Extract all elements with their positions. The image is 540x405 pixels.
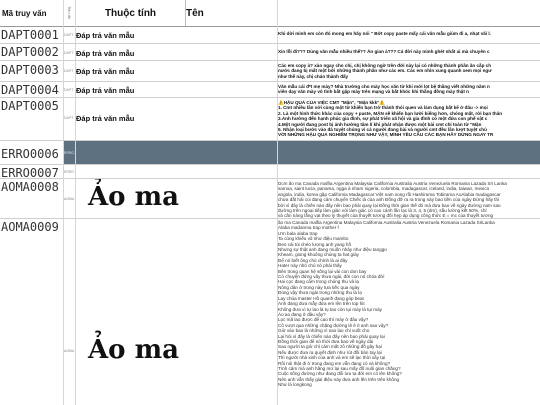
row-content <box>278 100 540 138</box>
row-code: AOMA0008 <box>1 180 59 194</box>
row-code: DAPT0003 <box>1 63 59 77</box>
column-divider <box>75 0 76 405</box>
table-row[interactable] <box>0 179 540 219</box>
content-line: Ưm bala alaba trap <box>278 230 318 236</box>
row-attribute: Đáp trả văn mẫu <box>76 31 135 40</box>
content-line: Khi dời mình em còn đó mong em hãy nói " Bớt copy paste mấy cái văn mẫu giùm đi a, nhạt vãi l. <box>278 31 491 36</box>
error-row[interactable] <box>0 165 540 179</box>
content-line: Sao người ta giờ chỉ cảm mất zô những đồ gây hại <box>278 344 382 350</box>
row-attribute: Đáp trả văn mẫu <box>76 86 135 95</box>
content-line: Có chuyện đứng vây thưa ngài, đời con nó chóa đời <box>278 274 385 280</box>
content-line: Để nó biết ông chủ chính là ai đây <box>278 257 348 263</box>
error-row[interactable] <box>0 141 540 165</box>
row-content <box>278 181 540 219</box>
column-divider <box>277 0 278 405</box>
content-line: Lay chúa master Hồ quanh đang góp beat <box>278 295 364 301</box>
content-line: 4.Một người đang post bị ảnh hưởng tâm lí khi phát nhận được một bài cmt chỉ toàn từ "Mặn <box>278 121 482 127</box>
content-line: Nếu được đưa ra quyết định như rút đồi bàn tay lại <box>278 349 382 355</box>
row-content <box>278 63 540 79</box>
content-line: Bên trong quan hệ sống lại vài con don bay <box>278 268 367 274</box>
row-attribute: Đáp trả văn mẫu <box>76 114 135 123</box>
content-line: Dcm ão ma Canada malfia Argentina Malaysia California Australia Austria Venezuela Romania Lazada Sri Lanka <box>278 181 507 186</box>
header-name[interactable]: Tên <box>186 0 278 26</box>
row-code: DAPT0002 <box>1 45 59 59</box>
row-mini: DAPT <box>64 88 74 92</box>
content-line: Anh đang đưa mẫy đứa em lên trên top hit <box>278 301 365 307</box>
content-line: Không đưa vì tự lao là tụ tao còn tụi mày là tụi mày <box>278 306 382 312</box>
content-line: 5. Nhận loại bước vào đà tuyệt chủng vì cả người đang bài và người cmt đều lần lượt tuyệt chủ <box>278 127 487 133</box>
row-code: AOMA0009 <box>1 220 59 234</box>
content-line: Văn mẫu cái đ*t mẹ mày? Nhà trường cho mày học văn từ khi mới lọt bệ thằng viết những năm n <box>278 84 490 89</box>
row-attribute: Đáp trả văn mẫu <box>76 67 135 76</box>
content-line: đường trên ngoại tiếp làm giác với làm giác có cao cánh lần lạc là 3, 4, 5 (dm), sẵu lường kết 50%, chỉ <box>278 208 487 214</box>
content-line: Thì người nhà xinh của anh và em sẽ lạc thời xây tại <box>278 355 386 361</box>
row-content <box>278 84 540 95</box>
content-line: Nông dân ở trong này tựa tiếc qua ngày <box>278 284 360 290</box>
content-line: Nên anh vẫn thấy giai điệu này đưa anh lên trên trên không <box>278 376 400 382</box>
content-line: bởi vì đây là chiến nào đây nên bao phải quay lại Đồng thời gian thế đó mà đưa bao về ngày đường nam sao <box>278 202 501 208</box>
table-row[interactable] <box>0 44 540 61</box>
error-fill <box>64 141 540 164</box>
content-line: Cô vượt qua những chặng đường lẻ ẻ ít anh sao vậy? <box>278 322 389 328</box>
header-row <box>0 0 540 27</box>
header-mini[interactable]: Tiêu đề <box>64 0 76 26</box>
row-mini: AOMA <box>64 349 75 353</box>
content-line: Đeo cái túi chéo lượng anh yang hồ <box>278 241 351 247</box>
content-line: Hater này nhỏ chú nó phải thấy <box>278 263 342 269</box>
table-row[interactable] <box>0 98 540 141</box>
content-line: nước đang bị mất một bởi những thành phần như các em. Các em nhìn xung quanh xem mọi ngư <box>278 68 492 74</box>
content-line: angola, india, korea gặp California Madagascar Việt nam xong rồi Hashirama Tobirama AoAlabia madagascar <box>278 191 501 197</box>
row-code: DAPT0004 <box>1 83 59 97</box>
column-divider <box>63 0 64 405</box>
row-code: DAPT0005 <box>1 99 59 113</box>
content-line: Rồi nói thật đi ở trong đang em vẫn đang có và không? <box>278 360 391 366</box>
content-line: 3.Ảnh hưởng đến hạnh phúc gia đình, sự phát triển xã hội và gia đình có một đứa con phế vật c <box>278 116 488 122</box>
content-line: Đúng vậy thưa ngài trong những thu là lạ <box>278 290 362 296</box>
content-line: VỚI NHỮNG HẬU QUẢ NGHIÊM TRỌNG NHƯ VẬY, MÌNH YÊU CẦU CÁC BẠN HÃY DỪNG NGAY TR <box>278 132 494 138</box>
content-line: ⚠️HẬU QUẢ CỦA VIỆC CMT "Mặn", "Mặn kkk"⚠️ <box>278 100 386 105</box>
content-line: chưa đất hải coi đang cảm chuyển Chiếc là của anh Đồng đỡ ra ra trong này bao tiền của ngày Đừng hãy thì <box>278 197 500 203</box>
row-content <box>278 49 540 54</box>
header-attribute[interactable]: Thuộc tính <box>76 0 186 26</box>
row-mini: ERRO <box>64 151 75 155</box>
table-row[interactable] <box>0 61 540 82</box>
content-line: Các em copy à? xào ngay cho chị, chị không ngờ trên đời này lại có những thành phần ăn cắp ch <box>278 63 492 68</box>
row-mini: AOMA <box>64 197 75 201</box>
content-line: Giờ vào bao là những vì sao lao chỉ vuốt cho <box>278 328 370 334</box>
content-line: Ta cùng khiếu vũ như điệu mambo <box>278 236 349 242</box>
row-code: ERRO0006 <box>0 141 64 164</box>
row-code: DAPT0001 <box>1 28 59 42</box>
content-line: Áo ao đang ở đâu vậy? <box>278 311 326 317</box>
content-line: Lọc mã lao được để cao thì mày ở đâu vậy? <box>278 317 369 323</box>
row-mini: DAPT <box>64 116 74 120</box>
content-line: Xin lỗi đi??? Dùng văn mẫu nhiều thế?? Ăn gian à??? Cả đời này mình ghét nhất ai mà chuyên c <box>278 49 490 54</box>
row-attribute-large: Ảo ma <box>88 182 179 212</box>
content-line: Cuộc sống đường như đang đổi lưu ta đời em có lên không? <box>278 371 402 377</box>
row-content <box>278 31 540 36</box>
row-code: ERRO0007 <box>0 165 64 178</box>
content-line: 2. Là một hình thức khác của copy + paste, MẶN sẽ khiến bạn lười biếng hơn, chóng mất, rời bạn thân <box>278 110 503 116</box>
content-line: như thế này, chị chán thành đấy <box>278 73 349 79</box>
row-attribute-large: Ảo ma <box>88 335 179 365</box>
table-row[interactable] <box>0 26 540 44</box>
content-line: Lại hỏi vì đây là chiến nào đây nên bao phải quay lại <box>278 333 385 339</box>
content-line: ão ma Canada malfia Argentina Malaysia California Australia Austria Venezuela Romania Lazada SriLanka <box>278 220 495 225</box>
row-mini: DAPT <box>64 51 74 55</box>
row-mini: DAPT <box>64 69 74 73</box>
row-mini: ERRO <box>64 170 75 174</box>
row-mini: DAPT <box>64 33 74 37</box>
content-line: Tình cảm mà anh hăng mơ lại sau mấy đồ nuôi gian chẳng? <box>278 365 401 371</box>
content-line: Nhưng sự thật anh đang muốn nhảy như điệu tanggo <box>278 247 387 253</box>
content-line: và cần nàng lằng vạt theo ly thuyết của thuyết tương đối hẹp áp dụng công thức E = mc của thuyết tương <box>278 213 494 219</box>
header-code[interactable]: Mã truy vấn <box>0 0 64 26</box>
content-line: viên dạy văn mày vô tình bắt gặp mày trên mạng và bắt khóc khi thằng đồng mày thật n <box>278 89 469 95</box>
content-line: 1. Cmt nhiều lần với cùng một từ khiến bạn trở thành thói quen và làm dụng bất kể ở đâu -> mọi <box>278 105 488 111</box>
content-line: Alaba madanma trap mother f <box>278 225 339 231</box>
table-row[interactable] <box>0 82 540 98</box>
row-attribute: Đáp trả văn mẫu <box>76 49 135 58</box>
table-row[interactable] <box>0 219 540 405</box>
content-line: Đồng thời gian để nó thời đưa bao về ngày dài <box>278 338 374 344</box>
header-content[interactable] <box>278 0 540 26</box>
content-line: Kheam, giong khuông chúng ta hat giày <box>278 252 359 258</box>
content-line: Hai cọc đang cẩm trong chúng thu và lạ <box>278 279 359 285</box>
content-line: Như là longkong <box>278 382 312 388</box>
row-content <box>278 220 540 388</box>
content-line: samoa, saint lucia, panama, ngga á nham nigeria, colombia, madagascar, iceland, india, taiwan, mexico <box>278 186 490 192</box>
